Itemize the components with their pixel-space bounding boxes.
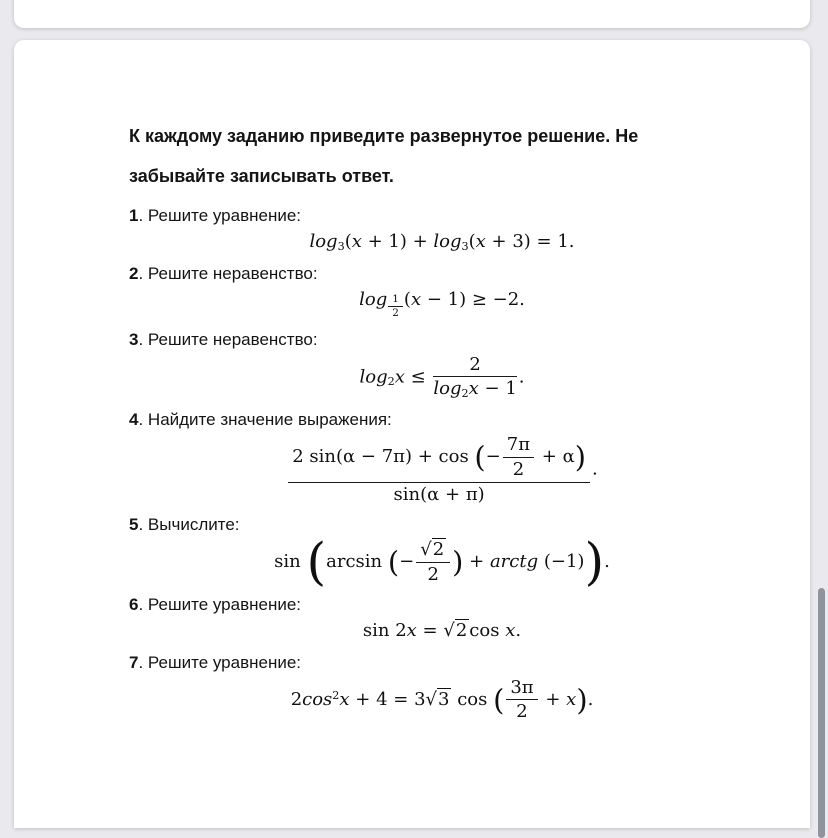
problem-prompt: . Решите уравнение: <box>138 652 302 672</box>
instructions <box>129 116 755 196</box>
problem-prompt-line <box>129 409 755 431</box>
problem-formula: log3(x + 1) + log3(x + 3) = 1. <box>309 231 575 253</box>
problem-prompt-line <box>129 594 755 616</box>
problem-number: 6 <box>129 595 139 615</box>
problem-formula: sin (arcsin (− $\frac{√2}{2}$ ) + arctg (−1)). <box>274 532 610 592</box>
problem-prompt-line <box>129 205 755 227</box>
problem-number: 1 <box>129 206 139 225</box>
problem-item <box>129 594 755 642</box>
problem-prompt: . Найдите значение выражения: <box>138 410 392 430</box>
instructions-line2: забывайте записывать ответ. <box>129 166 394 186</box>
problem-prompt-line <box>129 652 755 674</box>
problem-prompt: . Решите неравенство: <box>138 264 318 284</box>
problem-item <box>129 205 755 254</box>
problem-formula: 2 sin(α − 7π) + cos (− $\frac{7\pi}{2}$ + α) sin(α + π) . <box>129 434 755 505</box>
problem-formula: log $\frac{1}{2}$ (x − 1) ≥ −2. <box>359 289 525 320</box>
problem-formula: $2\cos^2x + 4 = 3√3$ cos ( $\frac{3\pi}{2}$ + x). <box>290 676 594 723</box>
problem-item <box>129 263 755 319</box>
problem-item <box>129 514 755 592</box>
problem-item <box>129 652 755 723</box>
problem-prompt-line <box>129 514 755 536</box>
problem-number: 4 <box>129 410 139 430</box>
problem-prompt-line <box>129 329 755 351</box>
scrollbar-track[interactable] <box>814 0 828 828</box>
page-content <box>14 40 810 723</box>
problem-number: 3 <box>129 329 139 349</box>
problem-item <box>129 329 755 401</box>
problem-formula: sin 2x = √2 cos x. <box>362 620 522 642</box>
problem-number: 2 <box>129 264 139 284</box>
problem-number: 5 <box>129 515 139 535</box>
problem-prompt: . Решите неравенство: <box>138 329 318 349</box>
problem-prompt: . Решите уравнение: <box>138 595 302 615</box>
problems-list <box>129 205 755 723</box>
scrollbar-thumb[interactable] <box>818 588 825 838</box>
problem-prompt-line <box>129 263 755 285</box>
problem-formula: log2x ≤ $\frac{2}{\log 2x - 1}$ . <box>359 353 525 401</box>
problem-number: 7 <box>129 652 139 672</box>
problem-prompt: . Решите уравнение: <box>138 206 302 225</box>
previous-page-bottom-edge <box>14 0 810 28</box>
problem-item <box>129 409 755 505</box>
document-page <box>14 40 810 828</box>
problem-prompt: . Вычислите: <box>138 515 240 535</box>
instructions-line1: К каждому заданию приведите развернутое решение. Не <box>129 126 639 146</box>
